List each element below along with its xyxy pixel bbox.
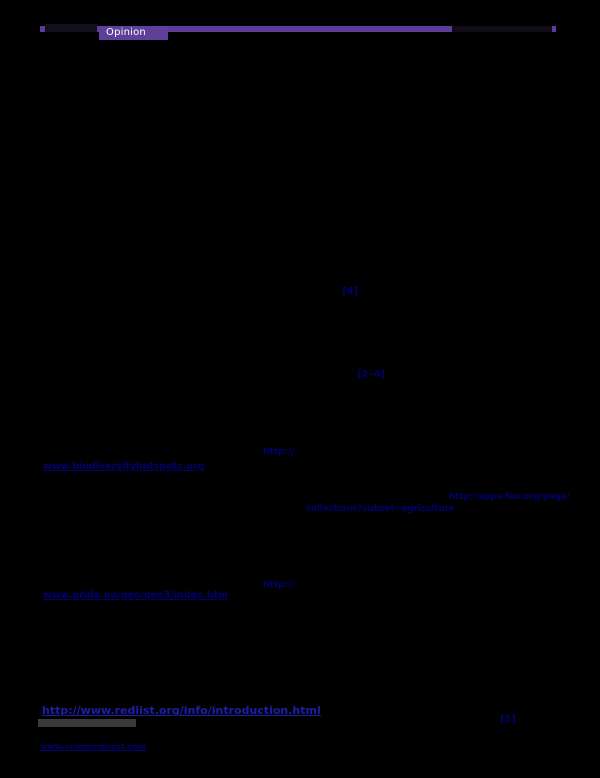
fao-url-line-2[interactable]: collections?subset=agriculture	[306, 504, 455, 514]
biodiversity-hotspots-link[interactable]: www.biodiversityhotspots.org	[43, 461, 205, 472]
citation-link[interactable]: [4]	[342, 286, 359, 297]
url-fragment[interactable]: http://	[263, 580, 295, 590]
fao-url-line-1[interactable]: http://apps.fao.org/page/	[449, 492, 570, 502]
citation-range-link[interactable]: [2–4]	[357, 369, 386, 380]
redlist-link[interactable]: http://www.redlist.org/info/introduction.html	[42, 704, 321, 717]
journal-issue-text	[452, 26, 552, 32]
section-tab-opinion	[99, 26, 168, 40]
footnote-text	[38, 719, 136, 727]
section-label: Opinion	[106, 27, 146, 38]
citation-link[interactable]: [5]	[500, 714, 517, 725]
sciencedirect-link[interactable]: www.sciencedirect.com	[40, 742, 147, 751]
grida-link[interactable]: www.grida.no/geo/geo3/index.htm	[43, 590, 228, 601]
url-fragment[interactable]: http://	[263, 447, 295, 457]
journal-wordmark	[45, 24, 97, 32]
